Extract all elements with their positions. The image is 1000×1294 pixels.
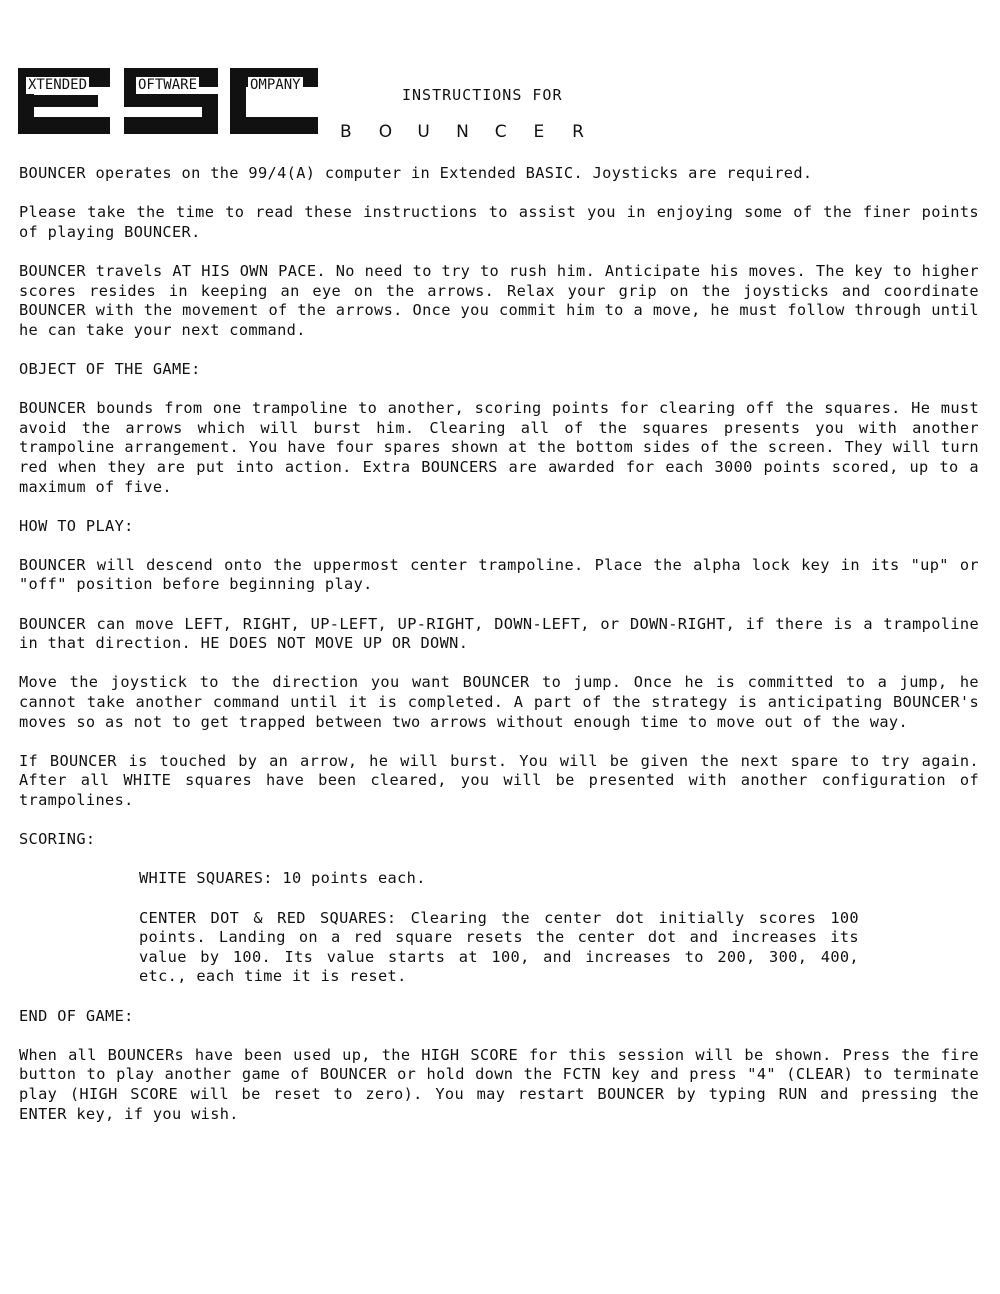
scoring-item: WHITE SQUARES: 10 points each. [139, 869, 426, 888]
howto-paragraph: BOUNCER can move LEFT, RIGHT, UP-LEFT, UP-RIGHT, DOWN-LEFT, or DOWN-RIGHT, if there is a trampoline in that direction. HE DOES NOT MOVE UP OR DOWN. [19, 614, 979, 653]
game-title-letter: C [494, 122, 507, 142]
game-title-letter: U [417, 122, 430, 142]
game-title [340, 122, 680, 142]
game-title-letter: E [533, 122, 545, 142]
object-paragraph: BOUNCER bounds from one trampoline to another, scoring points for clearing off the squares. He must avoid the arrows which will burst him. Clearing all of the squares presents you with another trampoline arrangement. You have four spares shown at the bottom sides of the screen. They will turn red when they are put into action. Extra BOUNCERS are awarded for each 3000 points scored, up to a maximum of five. [19, 399, 979, 496]
intro-paragraph: BOUNCER travels AT HIS OWN PACE. No need to try to rush him. Anticipate his moves. The key to higher scores resides in keeping an eye on the arrows. Relax your grip on the joysticks and coordinate BOUNCER with the movement of the arrows. Once you commit him to a move, he must follow through until he can take your next command. [19, 261, 979, 339]
intro-paragraph: BOUNCER operates on the 99/4(A) computer in Extended BASIC. Joysticks are required. [19, 164, 813, 182]
intro-paragraph: Please take the time to read these instructions to assist you in enjoying some of the finer points of playing BOUNCER. [19, 203, 979, 241]
esc-logo [18, 68, 318, 134]
game-title-letter: N [456, 122, 469, 142]
scoring-item: CENTER DOT & RED SQUARES: Clearing the center dot initially scores 100 points. Landing on a red square resets the center dot and increases its value by 100. Its value starts at 100, and increases to 200, 300, 400, etc., each time it is reset. [139, 908, 859, 986]
section-heading-end-of-game: END OF GAME: [19, 1006, 134, 1025]
howto-paragraph: BOUNCER will descend onto the uppermost center trampoline. Place the alpha lock key in its "up" or "off" position before beginning play. [19, 555, 979, 594]
logo-word-ompany: OMPANY [250, 77, 301, 93]
howto-paragraph: Move the joystick to the direction you want BOUNCER to jump. Once he is committed to a jump, he cannot take another command until it is completed. A part of the strategy is anticipating BOUNCER's moves so as not to get trapped between two arrows without enough time to move out of the way. [19, 673, 979, 731]
logo-word-oftware: OFTWARE [138, 77, 198, 93]
section-heading-object: OBJECT OF THE GAME: [19, 359, 201, 378]
document-heading: INSTRUCTIONS FOR [402, 86, 563, 104]
document-body [19, 164, 979, 1144]
end-paragraph: When all BOUNCERs have been used up, the HIGH SCORE for this session will be shown. Press the fire button to play another game of BOUNCER or hold down the FCTN key and press "4" (CLEAR) to terminate play (HIGH SCORE will be reset to zero). You may restart BOUNCER by typing RUN and pressing the ENTER key, if you wish. [19, 1045, 979, 1123]
section-heading-scoring: SCORING: [19, 830, 96, 849]
section-heading-how-to-play: HOW TO PLAY: [19, 516, 134, 535]
game-title-letter: B [340, 122, 352, 142]
howto-paragraph: If BOUNCER is touched by an arrow, he will burst. You will be given the next spare to try again. After all WHITE squares have been cleared, you will be presented with another configuration of trampolines. [19, 751, 979, 809]
game-title-letter: R [572, 122, 584, 142]
game-title-letter: O [378, 122, 393, 142]
logo-word-xtended: XTENDED [28, 77, 88, 93]
